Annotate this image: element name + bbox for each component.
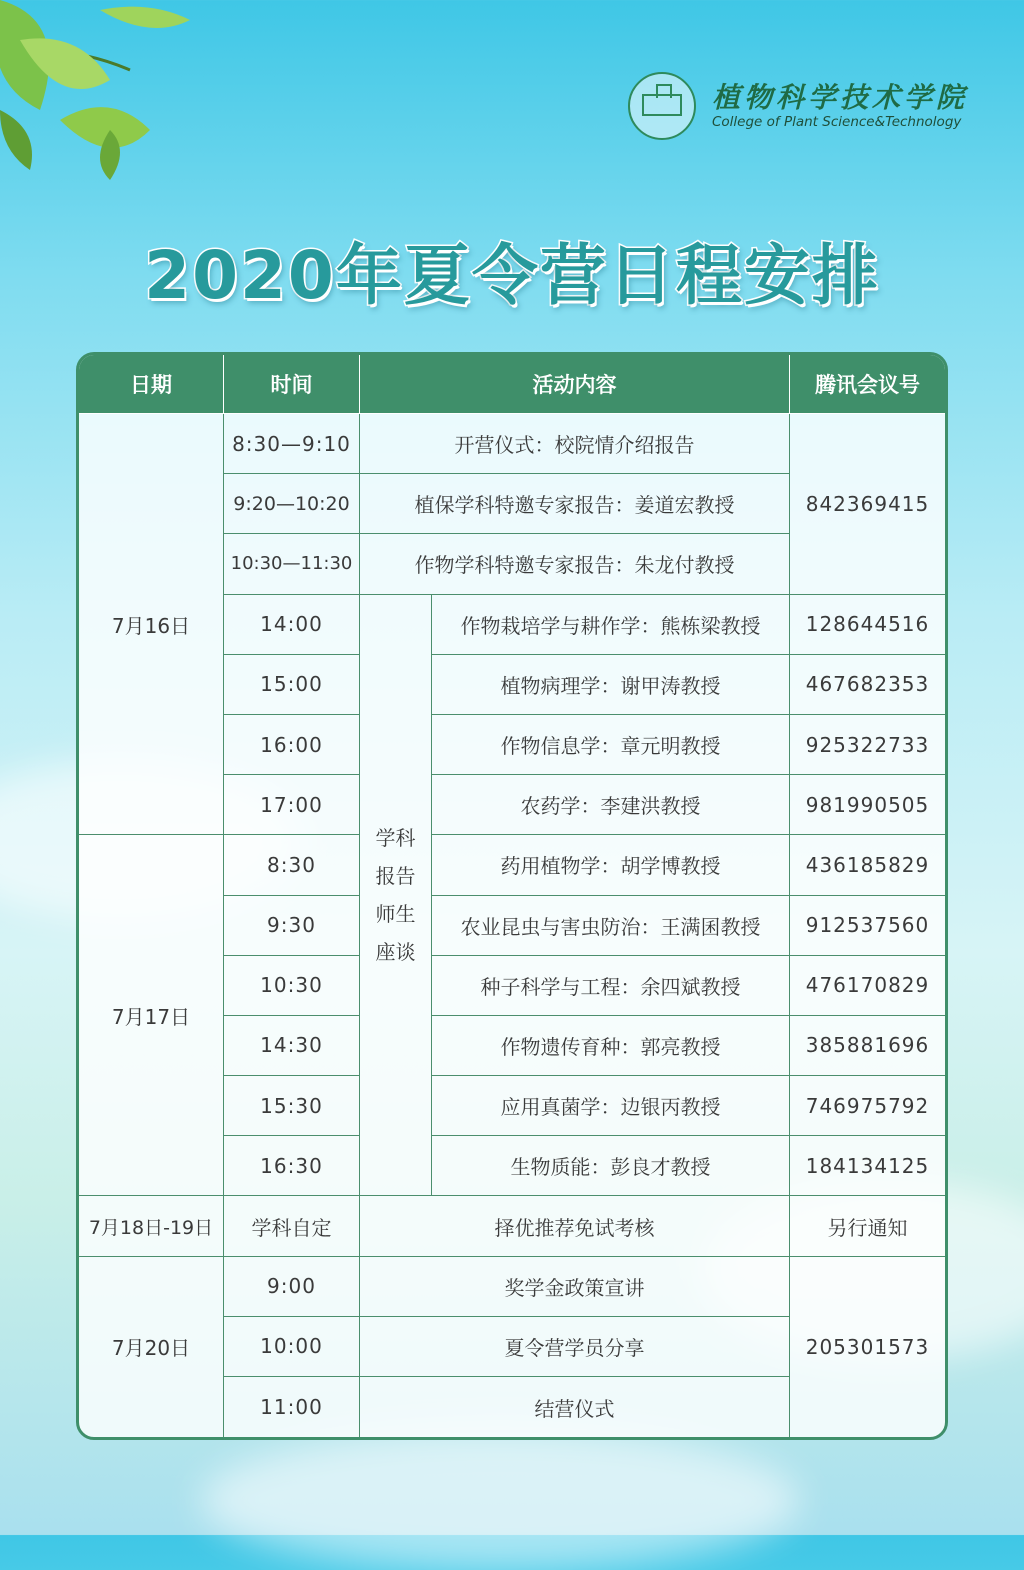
meeting-id-cell: 746975792 [790, 1076, 945, 1136]
time-cell: 11:00 [224, 1377, 360, 1437]
activity-cell: 种子科学与工程：余四斌教授 [432, 956, 790, 1016]
date-cell: 7月20日 [79, 1257, 224, 1438]
meeting-id-cell: 467682353 [790, 655, 945, 715]
time-cell: 14:30 [224, 1016, 360, 1076]
time-cell: 10:30 [224, 956, 360, 1016]
activity-cell: 作物信息学：章元明教授 [432, 715, 790, 775]
date-cell: 7月18日-19日 [79, 1196, 224, 1256]
meeting-id-cell: 436185829 [790, 835, 945, 895]
activity-cell: 植保学科特邀专家报告：姜道宏教授 [360, 474, 790, 534]
activity-cell: 应用真菌学：边银丙教授 [432, 1076, 790, 1136]
category-line: 报告 [375, 864, 416, 888]
activity-cell: 农药学：李建洪教授 [432, 775, 790, 835]
time-cell: 学科自定 [224, 1196, 360, 1256]
activity-cell: 作物遗传育种：郭亮教授 [432, 1016, 790, 1076]
schedule-table [76, 352, 948, 1440]
activity-cell: 植物病理学：谢甲涛教授 [432, 655, 790, 715]
activity-cell: 作物学科特邀专家报告：朱龙付教授 [360, 534, 790, 594]
activity-cell: 夏令营学员分享 [360, 1317, 790, 1377]
time-cell: 16:30 [224, 1136, 360, 1196]
background-cloud [200, 1430, 800, 1570]
college-logo-icon [628, 72, 696, 140]
category-line: 师生 [375, 902, 416, 926]
time-cell: 17:00 [224, 775, 360, 835]
category-line: 座谈 [375, 940, 416, 964]
time-cell: 8:30 [224, 835, 360, 895]
activity-cell: 开营仪式：校院情介绍报告 [360, 414, 790, 474]
meeting-id-cell: 925322733 [790, 715, 945, 775]
activity-cell: 奖学金政策宣讲 [360, 1257, 790, 1317]
time-cell: 15:30 [224, 1076, 360, 1136]
meeting-id-cell: 128644516 [790, 595, 945, 655]
activity-cell: 结营仪式 [360, 1377, 790, 1437]
header-activity: 活动内容 [360, 355, 790, 414]
time-cell: 16:00 [224, 715, 360, 775]
meeting-id-cell: 981990505 [790, 775, 945, 835]
time-cell: 9:20—10:20 [224, 474, 360, 534]
header-meeting: 腾讯会议号 [790, 355, 945, 414]
meeting-id-cell: 912537560 [790, 896, 945, 956]
activity-cell: 药用植物学：胡学博教授 [432, 835, 790, 895]
date-cell: 7月17日 [79, 835, 224, 1196]
time-cell: 10:00 [224, 1317, 360, 1377]
meeting-id-cell: 205301573 [805, 1334, 930, 1359]
page-title: 2020年夏令营日程安排 [144, 237, 880, 314]
activity-cell: 生物质能：彭良才教授 [432, 1136, 790, 1196]
time-cell: 14:00 [224, 595, 360, 655]
category-line: 学科 [375, 826, 416, 850]
header-date: 日期 [79, 355, 224, 414]
time-cell: 10:30—11:30 [224, 534, 360, 594]
activity-cell: 作物栽培学与耕作学：熊栋梁教授 [432, 595, 790, 655]
activity-cell: 择优推荐免试考核 [360, 1196, 790, 1256]
meeting-id-cell: 385881696 [790, 1016, 945, 1076]
school-name-en: College of Plant Science&Technology [712, 114, 962, 130]
time-cell: 9:30 [224, 896, 360, 956]
header-time: 时间 [224, 355, 360, 414]
meeting-id-cell: 476170829 [790, 956, 945, 1016]
school-name-cn: 植物科学技术学院 [712, 81, 969, 114]
time-cell: 15:00 [224, 655, 360, 715]
leaf-icon [0, 0, 200, 200]
meeting-id-cell: 184134125 [790, 1136, 945, 1196]
time-cell: 8:30—9:10 [224, 414, 360, 474]
meeting-id-cell: 另行通知 [790, 1196, 945, 1256]
activity-cell: 农业昆虫与害虫防治：王满囷教授 [432, 896, 790, 956]
time-cell: 9:00 [224, 1257, 360, 1317]
meeting-id-cell: 842369415 [790, 414, 945, 595]
category-cell [360, 595, 432, 1197]
date-cell: 7月16日 [79, 414, 224, 835]
